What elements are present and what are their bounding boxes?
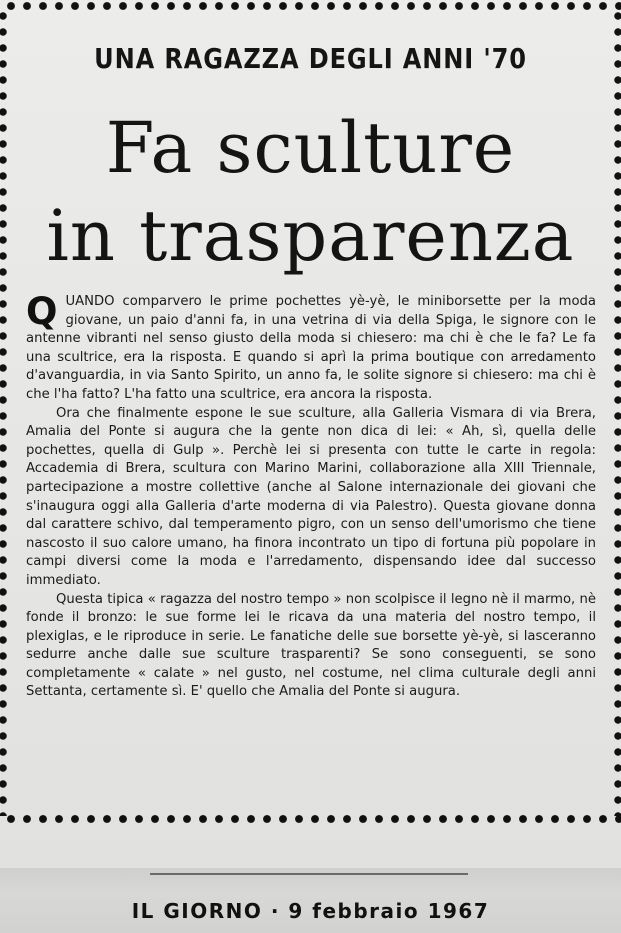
footer-rule: [150, 873, 468, 875]
kicker: UNA RAGAZZA DEGLI ANNI '70: [94, 42, 527, 75]
dotted-border-top: [0, 0, 621, 13]
headline-line-2: in trasparenza: [46, 195, 575, 277]
article-body: [26, 290, 596, 702]
paragraph-1-text: UANDO comparvero le prime pochettes yè-yè, le miniborsette per la moda giovane, un paio d'anni fa, in una vetrina di via della Spiga, le signore con le antenne vibranti nel senso giusto della moda si chiesero: ma chi è che le fa? Le fa una scultrice, era la risposta. E quando si aprì la prima boutique con arredamento d'avanguardia, in via Santo Spirito, un anno fa, le solite signore si chiesero: ma chi è che l'ha fatto? L'ha fatto una scultrice, era ancora la risposta.: [26, 294, 596, 402]
article-paragraph-3: Questa tipica « ragazza del nostro tempo » non scolpisce il legno nè il marmo, nè fonde il bronzo: le sue forme lei le ricava da una materia del nostro tempo, il plexiglas, e le riproduce in serie. Le fanatiche delle sue borsette yè-yè, si lasceranno sedurre anche dalle sue sculture trasparenti? Se sono conseguenti, se sono completamente « calate » nel gusto, nel costume, nel clima culturale degli anni Settanta, certamente sì. E' quello che Amalia del Ponte si augura.: [26, 591, 596, 700]
source-line: IL GIORNO · 9 febbraio 1967: [131, 899, 490, 923]
dotted-border-bottom: [0, 812, 621, 826]
article-paragraph-2: Ora che finalmente espone le sue sculture, alla Galleria Vismara di via Brera, Amalia del Ponte si augura che la gente non dica di lei: « Ah, sì, quella delle pochettes, quella di Gulp ». Perchè lei si presenta con tutte le carte in regola: Accademia di Brera, scultura con Marino Marini, collaborazione alla XIII Triennale, partecipazione a mostre collettive (anche al Salone internazionale dei giovani che s'inaugura oggi alla Galleria d'arte moderna di via Palestro). Questa giovane donna dal carattere schivo, dal temperamento pigro, con un senso dell'umorismo che tiene nascosto il suo calore umano, ha finora incontrato un tipo di fortuna più popolare in campi diversi come la moda e l'arredamento, dispensando idee dal successo immediato.: [26, 405, 596, 588]
headline-line-1: Fa sculture: [105, 107, 516, 189]
article-paragraph-1: [26, 290, 596, 405]
drop-cap: Q: [26, 290, 58, 333]
